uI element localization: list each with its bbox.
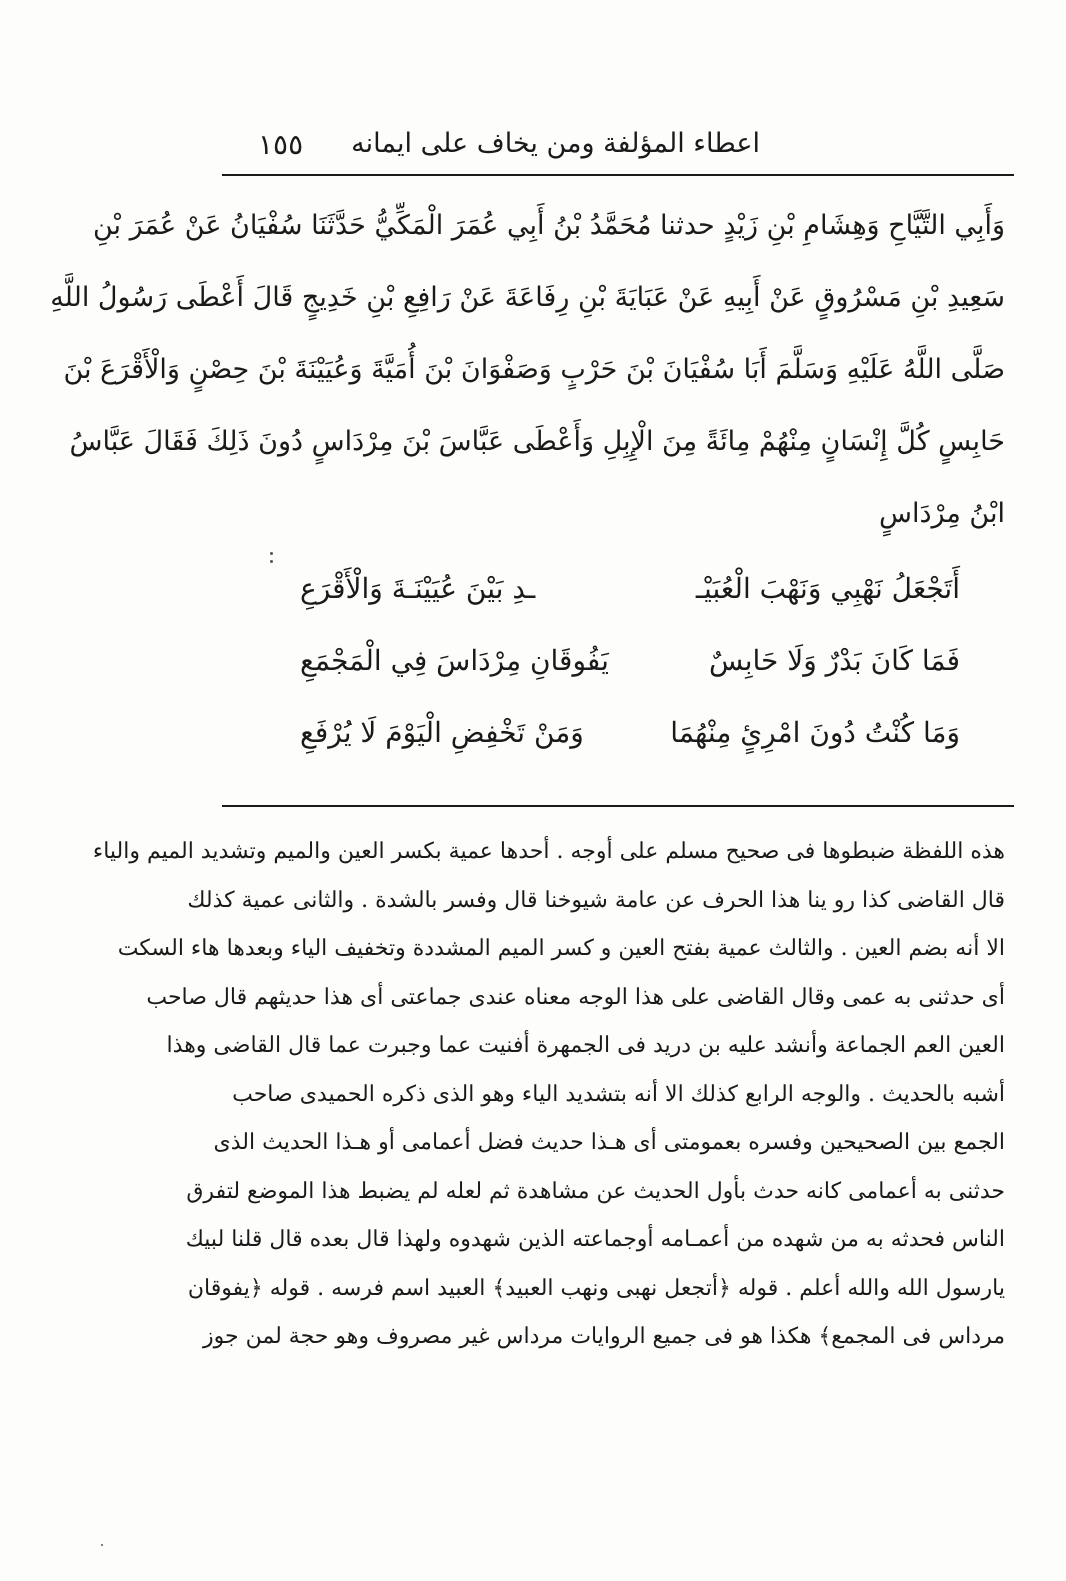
hadith-line: حَابِسٍ كُلَّ إِنْسَانٍ مِنْهُمْ مِائَةً مِنَ الْإِبِلِ وَأَعْطَى عَبَّاسَ بْنَ مِرْدَاسٍ دُونَ ذَلِكَ فَقَالَ عَبَّاسُ <box>69 426 1005 457</box>
note-line: هذه اللفظة ضبطوها فى صحيح مسلم على أوجه . أحدها عمية بكسر العين والميم وتشديد الميم والياء <box>92 839 1005 864</box>
verse-first-hemistich: وَمَا كُنْتُ دُونَ امْرِئٍ مِنْهُمَا <box>670 716 960 749</box>
scan-speck <box>270 552 273 555</box>
note-line: يارسول الله والله أعلم . قوله ﴿أتجعل نهبى ونهب العبيد﴾ العبيد اسم فرسه . قوله ﴿يفوقان <box>187 1275 1005 1301</box>
verse <box>300 572 960 644</box>
commentary-notes <box>92 828 1005 1362</box>
note-line: الناس فحدثه به من شهده من أعمـامه أوجماعته الذين شهدوه ولهذا قال بعده قال قلنا لبيك <box>185 1227 1005 1252</box>
note-line: مرداس فى المجمع﴾ هكذا هو فى جميع الروايات مرداس غير مصروف وهو حجة لمن جوز <box>203 1324 1005 1349</box>
scan-speck <box>270 560 273 563</box>
poem-verses <box>300 572 960 788</box>
running-title: اعطاء المؤلفة ومن يخاف على ايمانه <box>351 128 760 159</box>
verse-second-hemistich: وَمَنْ تَخْفِضِ الْيَوْمَ لَا يُرْفَعِ <box>300 716 584 749</box>
page-number: ١٥٥ <box>258 128 304 161</box>
note-line: أشبه بالحديث . والوجه الرابع كذلك الا أنه بتشديد الياء وهو الذى ذكره الحميدى صاحب <box>232 1081 1005 1107</box>
verse-second-hemistich: ـدِ بَيْنَ عُيَيْنَـةَ وَالْأَقْرَعِ <box>300 572 536 605</box>
note-line: الجمع بين الصحيحين وفسره بعمومتى أى هـذا حديث فضل أعمامى أو هـذا الحديث الذى <box>213 1130 1005 1155</box>
hadith-line: صَلَّى اللَّهُ عَلَيْهِ وَسَلَّمَ أَبَا سُفْيَانَ بْنَ حَرْبٍ وَصَفْوَانَ بْنَ أُمَيَّةَ وَعُيَيْنَةَ بْنَ حِصْنٍ وَالْأَقْرَعَ بْنَ <box>63 354 1005 385</box>
verse-first-hemistich: فَمَا كَانَ بَدْرٌ وَلَا حَابِسٌ <box>709 644 960 677</box>
verse-second-hemistich: يَفُوقَانِ مِرْدَاسَ فِي الْمَجْمَعِ <box>300 644 609 677</box>
scan-speck <box>101 1544 103 1546</box>
verse <box>300 644 960 716</box>
note-line: الا أنه بضم العين . والثالث عمية بفتح العين و كسر الميم المشددة وتخفيف الياء وبعدها هاء السكت <box>117 936 1005 961</box>
note-line: أى حدثنى به عمى وقال القاضى على هذا الوجه معناه عندى جماعتى أى هذا حديثهم قال صاحب <box>146 984 1005 1010</box>
verse-first-hemistich: أَتَجْعَلُ نَهْبِي وَنَهْبَ الْعُبَيْـ <box>695 572 960 605</box>
header-rule <box>222 174 1014 176</box>
verse <box>300 716 960 788</box>
hadith-line: سَعِيدِ بْنِ مَسْرُوقٍ عَنْ أَبِيهِ عَنْ عَبَايَةَ بْنِ رِفَاعَةَ عَنْ رَافِعِ بْنِ خَدِيجٍ قَالَ أَعْطَى رَسُولُ اللَّهِ <box>50 282 1005 313</box>
note-line: حدثنى به أعمامى كانه حدث بأول الحديث عن مشاهدة ثم لعله لم يضبط هذا الموضع لتفرق <box>186 1178 1005 1204</box>
note-line: قال القاضى كذا رو ينا هذا الحرف عن عامة شيوخنا قال وفسر بالشدة . والثانى عمية كذلك <box>187 887 1005 913</box>
page-header <box>230 122 1010 172</box>
note-line: العين العم الجماعة وأنشد عليه بن دريد فى الجمهرة أفنيت عما وجبرت عما قال القاضى وهذا <box>166 1033 1005 1058</box>
hadith-line: ابْنُ مِرْدَاسٍ <box>879 498 1005 529</box>
hadith-line: وَأَبِي التَّيَّاحِ وَهِشَامِ بْنِ زَيْدٍ حدثنا مُحَمَّدُ بْنُ أَبِي عُمَرَ الْمَكِّيُّ حَدَّثَنَا سُفْيَانُ عَنْ عُمَرَ بْنِ <box>92 210 1005 241</box>
notes-rule <box>222 805 1014 807</box>
hadith-text <box>50 190 1005 550</box>
